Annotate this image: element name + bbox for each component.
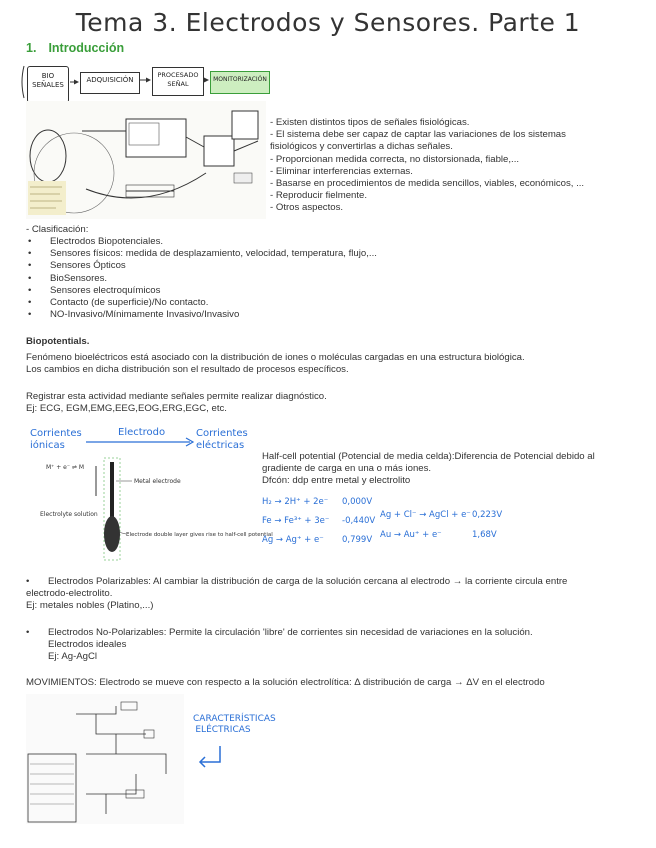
- metal-electrode-label: Metal electrode: [134, 478, 181, 485]
- section-number: 1.: [26, 41, 37, 55]
- reaction-voltage: 0,223V: [472, 510, 503, 520]
- paragraph-line: Fenómeno bioeléctricos está asociado con la distribución de iones o moléculas cargadas en una estructura biológica.: [26, 352, 525, 363]
- reaction-row: [262, 512, 377, 531]
- biopotentials-text: [26, 352, 626, 376]
- electrical-characteristics-note: CARACTERÍSTICAS ELÉCTRICAS: [193, 714, 276, 735]
- paragraph-line: Dfcón: ddp entre metal y electrolito: [262, 474, 411, 486]
- paragraph-line: Ej: metales nobles (Platino,...): [26, 600, 154, 612]
- reaction-row: [380, 525, 510, 545]
- paragraph-line: • Electrodos No-Polarizables: Permite la circulación 'libre' de corrientes sin necesidad de variaciones en la solución.: [26, 627, 533, 638]
- double-layer-label: Electrode double layer gives rise to half-cell potential: [126, 532, 273, 538]
- return-arrow-icon: [196, 744, 226, 768]
- paragraph-line: Half-cell potential (Potencial de media celda):Diferencia de Potencial debido al: [262, 451, 595, 462]
- paragraph-line: • Electrodos Polarizables: Al cambiar la distribución de carga de la solución cercana al electrodo → la corriente circula entre: [26, 576, 568, 587]
- intro-point: - Basarse en procedimientos de medida sencillos, viables, económicos, ...: [270, 178, 585, 190]
- paragraph-line: electrodo-electrolito.: [26, 588, 113, 600]
- ion-equation: M⁺ + e⁻ ⇌ M: [46, 464, 85, 471]
- polarizable-section: [26, 576, 626, 613]
- reaction-equation: Ag + Cl⁻ → AgCl + e⁻: [380, 510, 471, 520]
- flow-step-label: MONITORIZACIÓN: [213, 76, 267, 83]
- intro-points: [270, 117, 620, 215]
- system-diagram-image: [26, 101, 266, 219]
- paragraph-line: Los cambios en dicha distribución son el resultado de procesos específicos.: [26, 364, 349, 376]
- polarizable-line: Electrodos Polarizables: Al cambiar la distribución de carga de la solución cercana al electrodo → la corriente circula entre: [48, 576, 568, 587]
- paragraph-line: Electrodos ideales: [48, 639, 127, 651]
- reaction-equation: H₂ → 2H⁺ + 2e⁻: [262, 497, 329, 507]
- reaction-voltage: 1,68V: [472, 530, 497, 540]
- flow-step-label: PROCESADO SEÑAL: [157, 71, 199, 88]
- flow-step-label: ADQUISICIÓN: [86, 76, 134, 84]
- reaction-voltage: 0,000V: [342, 497, 373, 507]
- movements-text: MOVIMIENTOS: Electrodo se mueve con respecto a la solución electrolítica: Δ distribución de carga → ΔV en el electrodo: [26, 677, 545, 688]
- intro-point: - El sistema debe ser capaz de captar las variaciones de los sistemas: [270, 129, 566, 141]
- flow-step-label: BIO SEÑALES: [32, 72, 64, 89]
- list-item: • Sensores físicos: medida de desplazamiento, velocidad, temperatura, flujo,...: [26, 248, 446, 260]
- list-item: • Electrodos Biopotenciales.: [26, 236, 446, 248]
- list-item: • Sensores electroquímicos: [26, 285, 446, 297]
- reaction-row: [262, 531, 377, 550]
- biopotentials-heading: Biopotentials.: [26, 336, 90, 347]
- list-item: • Sensores Ópticos: [26, 260, 446, 272]
- electrode-diagram-image: [26, 456, 273, 564]
- non-polarizable-section: [26, 627, 626, 664]
- paragraph-line: Registrar esta actividad mediante señales permite realizar diagnóstico.: [26, 391, 327, 402]
- ionic-currents-label: Corrientes iónicas: [30, 428, 82, 451]
- intro-point: - Existen distintos tipos de señales fisiológicas.: [270, 117, 470, 128]
- paragraph-line: Ej: Ag-AgCl: [48, 651, 98, 663]
- non-polarizable-line: Electrodos No-Polarizables: Permite la circulación 'libre' de corrientes sin necesidad de variaciones en la solución.: [48, 627, 533, 638]
- list-item: • BioSensores.: [26, 273, 446, 285]
- page-title: Tema 3. Electrodos y Sensores. Parte 1: [75, 8, 581, 37]
- reaction-voltage: -0,440V: [342, 516, 376, 526]
- reaction-voltage: 0,799V: [342, 535, 373, 545]
- list-item: • NO-Invasivo/Mínimamente Invasivo/Invasivo: [26, 309, 446, 321]
- arrow-icon: [84, 436, 196, 448]
- list-item: • Contacto (de superficie)/No contacto.: [26, 297, 446, 309]
- section-title: Introducción: [48, 41, 125, 55]
- half-cell-text: [262, 451, 652, 486]
- intro-point: - Proporcionan medida correcta, no distorsionada, fiable,...: [270, 153, 520, 165]
- intro-point: fisiológicos y convertirlas a dichas señales.: [270, 141, 453, 153]
- classification-list: [26, 236, 446, 321]
- intro-point: - Reproducir fielmente.: [270, 190, 368, 202]
- intro-point: - Otros aspectos.: [270, 202, 344, 214]
- movement-diagram-image: [26, 694, 184, 824]
- solution-label: Electrolyte solution: [40, 511, 98, 518]
- paragraph-line: gradiente de carga en una o más iones.: [262, 462, 432, 474]
- intro-point: - Eliminar interferencias externas.: [270, 165, 413, 177]
- reactions-right: [380, 505, 510, 545]
- paragraph-line: Ej: ECG, EGM,EMG,EEG,EOG,ERG,EGC, etc.: [26, 403, 227, 415]
- flow-arrows: [0, 0, 656, 110]
- electrode-sketch: [26, 456, 273, 564]
- biopotentials-text-2: [26, 391, 626, 415]
- reaction-row: [262, 493, 377, 512]
- system-diagram-sketch: [26, 101, 266, 219]
- electric-currents-label: Corrientes eléctricas: [196, 428, 248, 451]
- reaction-equation: Au → Au⁺ + e⁻: [380, 530, 442, 540]
- classification-heading: - Clasificación:: [26, 224, 89, 235]
- electrode-label: Electrodo: [118, 427, 166, 438]
- reactions-left: [262, 493, 377, 550]
- movement-sketch: [26, 694, 184, 824]
- reaction-equation: Ag → Ag⁺ + e⁻: [262, 535, 324, 545]
- reaction-equation: Fe → Fe³⁺ + 3e⁻: [262, 516, 330, 526]
- reaction-row: [380, 505, 510, 525]
